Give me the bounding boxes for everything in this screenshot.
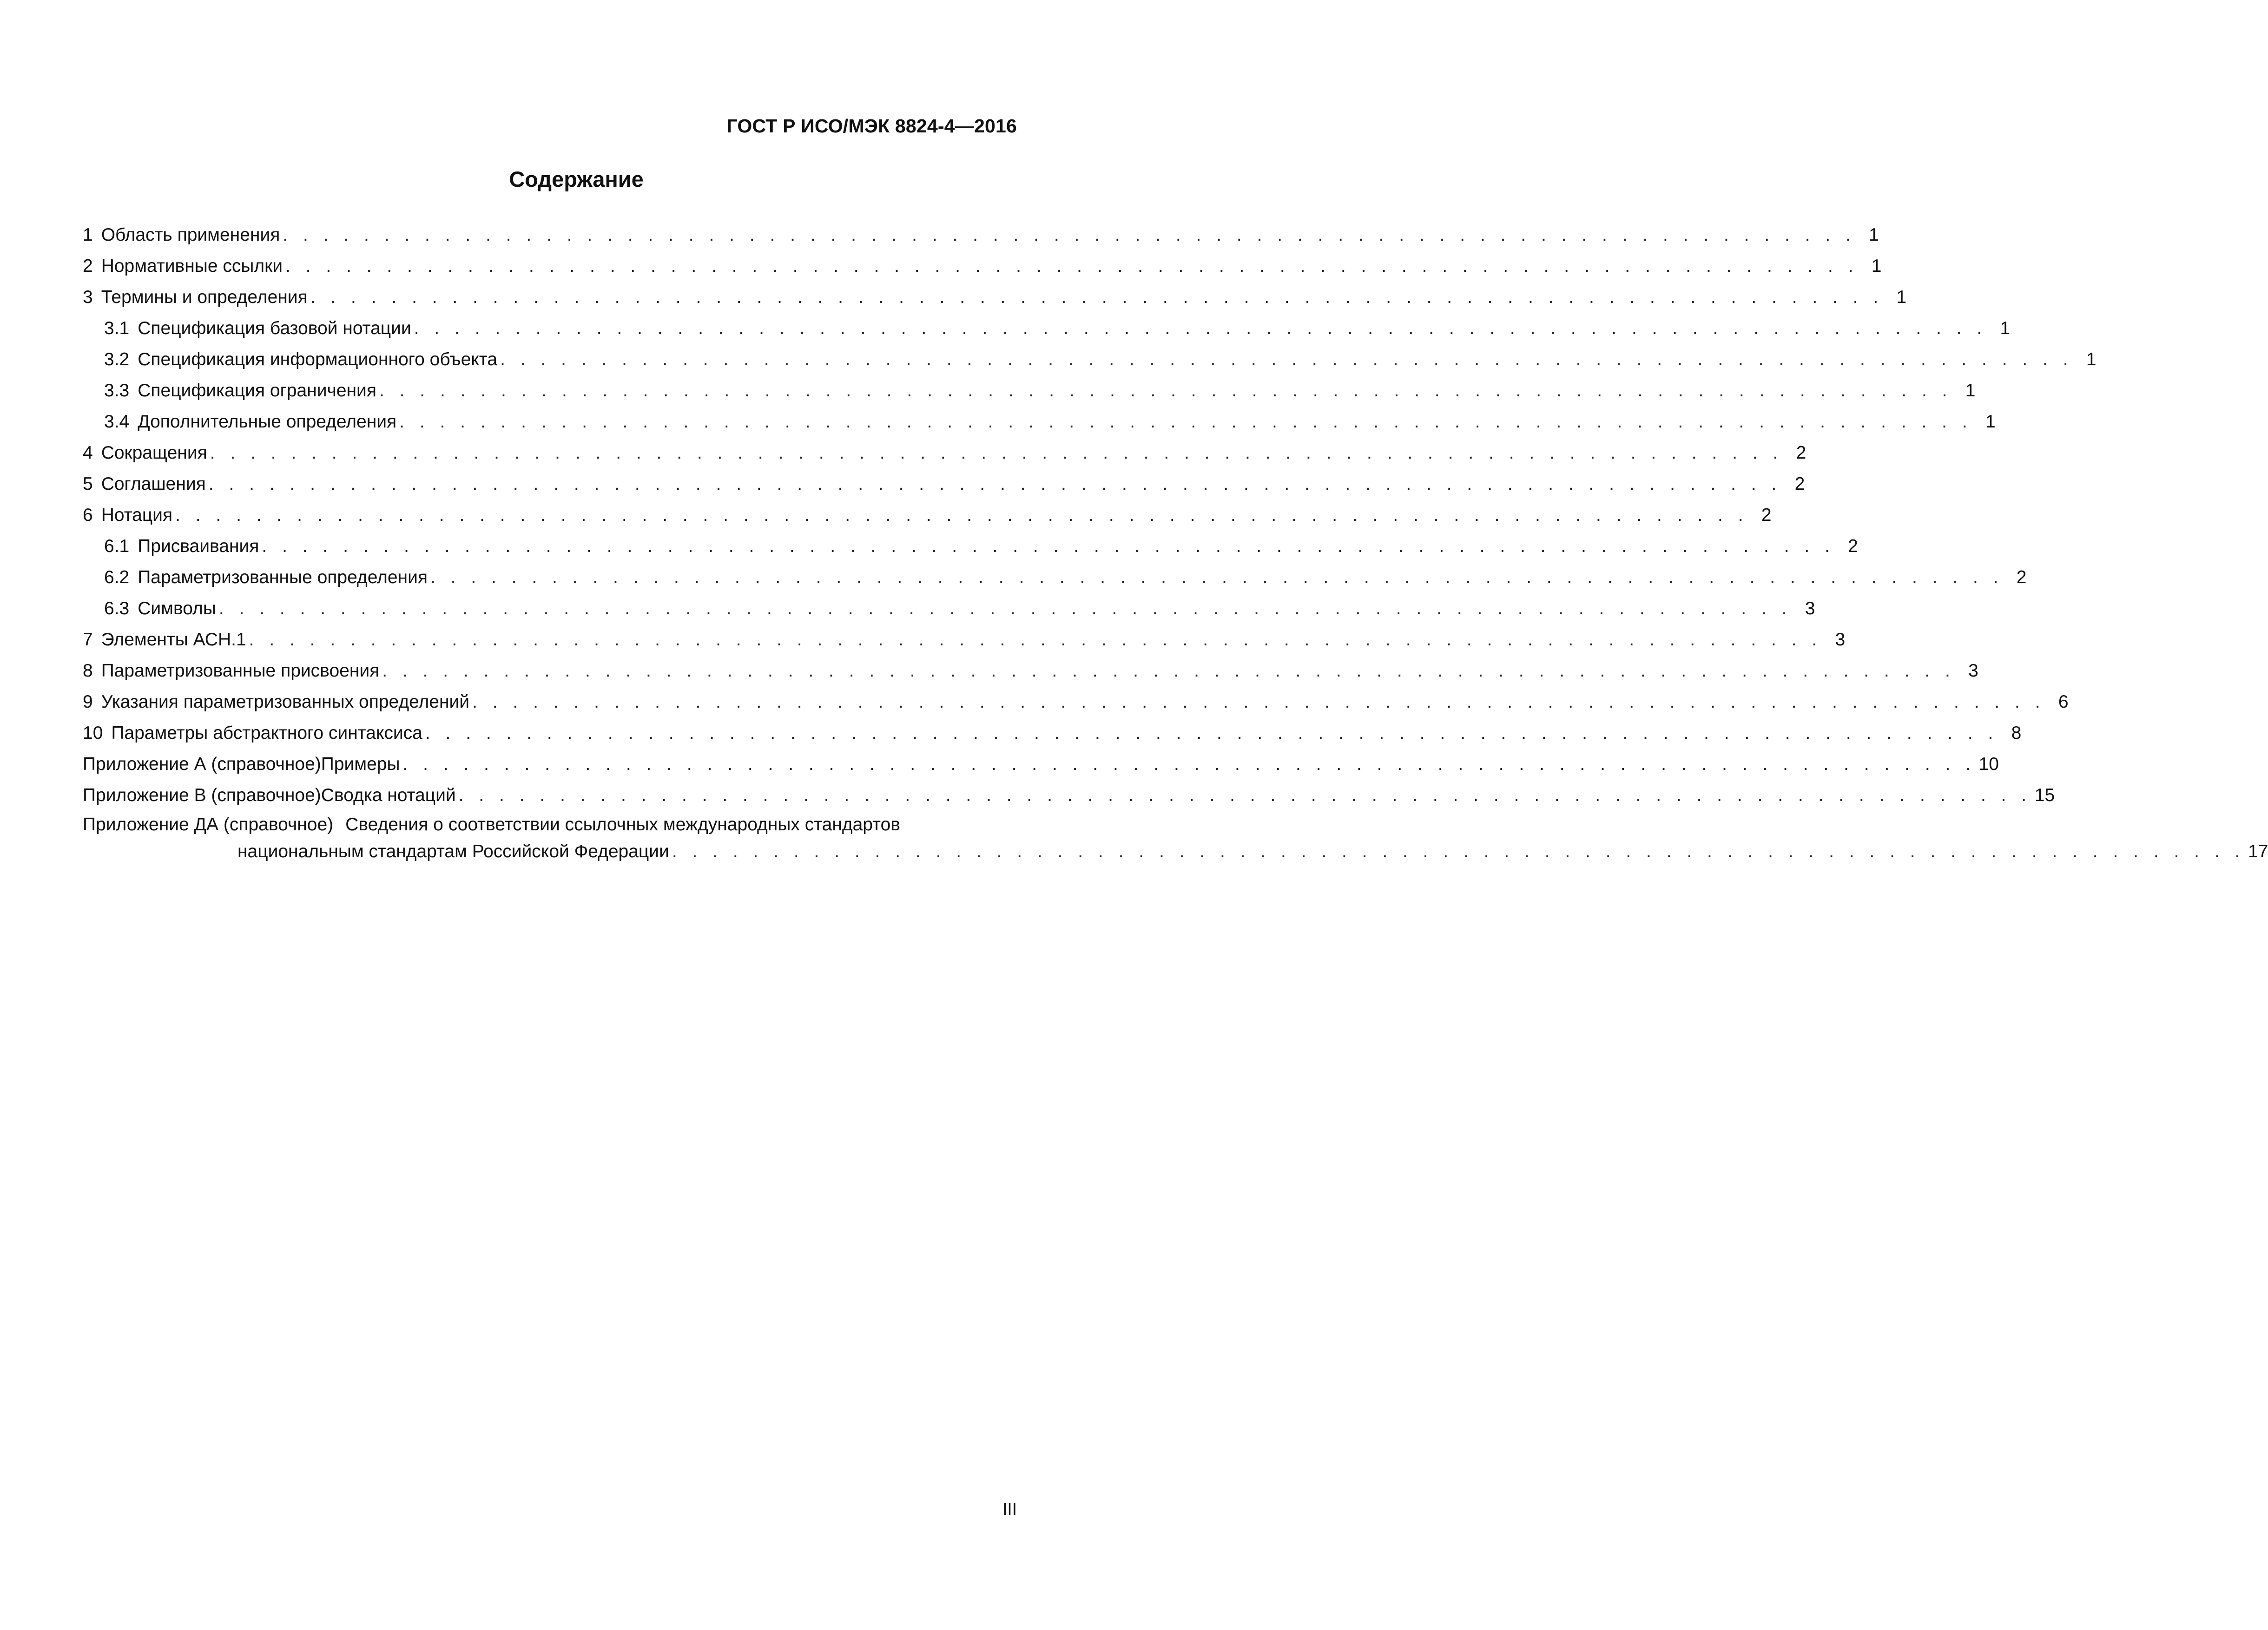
toc-entry-number: 6	[83, 505, 93, 525]
toc-entry-number: 1	[83, 225, 93, 245]
appendix-da-line-1	[83, 812, 1026, 838]
toc-entry-page: 3	[1968, 661, 1978, 681]
toc-entry-number: 10	[83, 723, 103, 743]
dot-leader: . . . . . . . . . . . . . . . . . . . . . . . . . . . . . . . . . . . . . . . . . . . . . . . . . . . . . . . . . . . . . . . . . . . . . . . . . . . . . .	[379, 381, 1952, 401]
toc-entry-number: 6.1	[104, 536, 130, 556]
toc-entry-page: 1	[1985, 412, 1996, 432]
toc-entry-page: 2	[1848, 536, 1858, 556]
toc-entry[interactable]	[83, 500, 1772, 531]
dot-leader: . . . . . . . . . . . . . . . . . . . . . . . . . . . . . . . . . . . . . . . . . . . . . . . . . . . . . . . . . . . . . . . . . . . . . . . . . . . . . .	[458, 785, 2032, 805]
toc-entry-page: 15	[2034, 785, 2055, 805]
toc-entry-page: 1	[2000, 318, 2011, 338]
toc-subentry[interactable]	[83, 344, 2097, 375]
toc-entry-number: 3.2	[104, 349, 130, 369]
toc-entry-number: 6.2	[104, 567, 130, 587]
toc-subentry[interactable]	[83, 313, 2011, 344]
dot-leader: . . . . . . . . . . . . . . . . . . . . . . . . . . . . . . . . . . . . . . . . . . . . . . . . . . . . . . . . . . . . . . . . . . . . . . . . . . . . . .	[218, 598, 1792, 618]
toc-entry-page: 1	[1869, 225, 1879, 245]
appendix-label-continued: национальным стандартам Российской Федерации	[237, 841, 669, 861]
toc-entry-page: 3	[1835, 630, 1846, 650]
toc-entry-page: 1	[1896, 287, 1907, 307]
toc-entry-number: 2	[83, 256, 93, 276]
toc-entry-page: 1	[1965, 381, 1976, 401]
dot-leader: . . . . . . . . . . . . . . . . . . . . . . . . . . . . . . . . . . . . . . . . . . . . . . . . . . . . . . . . . . . . . . . . . . . . . . . . . . . . . .	[249, 630, 1822, 650]
toc-entry-number: 6.3	[104, 598, 130, 618]
dot-leader: . . . . . . . . . . . . . . . . . . . . . . . . . . . . . . . . . . . . . . . . . . . . . . . . . . . . . . . . . . . . . . . . . . . . . . . . . . . . . .	[672, 841, 2245, 861]
toc-entry-label: Параметризованные присвоения	[101, 661, 380, 681]
appendix-label: Сведения о соответствии ссылочных международных стандартов	[345, 815, 900, 835]
toc-entry[interactable]	[83, 655, 1978, 686]
dot-leader: . . . . . . . . . . . . . . . . . . . . . . . . . . . . . . . . . . . . . . . . . . . . . . . . . . . . . . . . . . . . . . . . . . . . . . . . . . . . . .	[283, 225, 1856, 245]
toc-entry[interactable]	[83, 624, 1846, 655]
toc-entry[interactable]	[83, 282, 1907, 313]
toc-entry-number: 9	[83, 692, 93, 712]
dot-leader: . . . . . . . . . . . . . . . . . . . . . . . . . . . . . . . . . . . . . . . . . . . . . . . . . . . . . . . . . . . . . . . . . . . . . . . . . . . . . .	[402, 754, 1976, 774]
toc-entry-label: Элементы АСН.1	[101, 630, 246, 650]
toc-entry-number: 5	[83, 474, 93, 494]
toc-entry-label: Сокращения	[101, 443, 207, 463]
toc-entry-number: 4	[83, 443, 93, 463]
page-number: III	[1002, 1499, 1017, 1518]
toc-entry-label: Параметры абстрактного синтаксиса	[111, 723, 422, 743]
dot-leader: . . . . . . . . . . . . . . . . . . . . . . . . . . . . . . . . . . . . . . . . . . . . . . . . . . . . . . . . . . . . . . . . . . . . . . . . . . . . . .	[430, 567, 2004, 587]
toc-entry-page: 17	[2248, 841, 2268, 861]
toc-entry-label: Спецификация информационного объекта	[138, 349, 498, 369]
toc-entry[interactable]	[83, 437, 1806, 468]
appendix-label: Примеры	[321, 754, 400, 774]
dot-leader: . . . . . . . . . . . . . . . . . . . . . . . . . . . . . . . . . . . . . . . . . . . . . . . . . . . . . . . . . . . . . . . . . . . . . . . . . . . . . .	[382, 661, 1955, 681]
appendix-label: Сводка нотаций	[321, 785, 456, 805]
appendix-prefix: Приложение ДА (справочное)	[83, 815, 334, 835]
dot-leader: . . . . . . . . . . . . . . . . . . . . . . . . . . . . . . . . . . . . . . . . . . . . . . . . . . . . . . . . . . . . . . . . . . . . . . . . . . . . . .	[500, 349, 2073, 369]
toc-entry-label: Нормативные ссылки	[101, 256, 283, 276]
toc-appendix-a[interactable]	[83, 749, 1999, 780]
toc-entry-label: Спецификация базовой нотации	[138, 318, 411, 338]
toc-entry-label: Присваивания	[138, 536, 259, 556]
document-code: ГОСТ Р ИСО/МЭК 8824-4—2016	[726, 115, 1017, 137]
toc-entry-label: Символы	[138, 598, 216, 618]
toc-entry-page: 8	[2011, 723, 2022, 743]
dot-leader: . . . . . . . . . . . . . . . . . . . . . . . . . . . . . . . . . . . . . . . . . . . . . . . . . . . . . . . . . . . . . . . . . . . . . . . . . . . . . .	[472, 692, 2045, 712]
appendix-da-line-2	[83, 838, 2268, 866]
toc-entry-label: Область применения	[101, 225, 280, 245]
toc-subentry[interactable]	[83, 562, 2027, 593]
toc-entry[interactable]	[83, 250, 1882, 282]
toc-entry-number: 3	[83, 287, 93, 307]
toc-appendix-b[interactable]	[83, 780, 2055, 811]
toc-entry-number: 3.4	[104, 412, 130, 432]
toc-entry-label: Спецификация ограничения	[138, 381, 376, 401]
dot-leader: . . . . . . . . . . . . . . . . . . . . . . . . . . . . . . . . . . . . . . . . . . . . . . . . . . . . . . . . . . . . . . . . . . . . . . . . . . . . . .	[208, 474, 1782, 494]
toc-entry-number: 3.3	[104, 381, 130, 401]
toc-entry-label: Параметризованные определения	[138, 567, 428, 587]
toc-entry-number: 8	[83, 661, 93, 681]
toc-subentry[interactable]	[83, 593, 1815, 624]
toc-entry-page: 2	[2016, 567, 2027, 587]
toc-subentry[interactable]	[83, 375, 1976, 406]
dot-leader: . . . . . . . . . . . . . . . . . . . . . . . . . . . . . . . . . . . . . . . . . . . . . . . . . . . . . . . . . . . . . . . . . . . . . . . . . . . . . .	[310, 287, 1884, 307]
dot-leader: . . . . . . . . . . . . . . . . . . . . . . . . . . . . . . . . . . . . . . . . . . . . . . . . . . . . . . . . . . . . . . . . . . . . . . . . . . . . . .	[399, 412, 1972, 432]
toc-entry-page: 3	[1805, 598, 1815, 618]
toc-entry-page: 1	[2086, 349, 2097, 369]
toc-entry-number: 3.1	[104, 318, 130, 338]
toc-entry-label: Нотация	[101, 505, 173, 525]
dot-leader: . . . . . . . . . . . . . . . . . . . . . . . . . . . . . . . . . . . . . . . . . . . . . . . . . . . . . . . . . . . . . . . . . . . . . . . . . . . . . .	[262, 536, 1835, 556]
toc-entry-number: 7	[83, 630, 93, 650]
toc-title: Содержание	[509, 167, 644, 191]
appendix-prefix: Приложение В (справочное)	[83, 785, 321, 805]
toc-appendix-da[interactable]	[83, 812, 2268, 866]
toc-entry-label: Дополнительные определения	[138, 412, 397, 432]
toc-entry-page: 10	[1978, 754, 1999, 774]
toc-subentry[interactable]	[83, 406, 1996, 437]
toc-entry-label: Термины и определения	[101, 287, 308, 307]
toc-entry-label: Указания параметризованных определений	[101, 692, 470, 712]
appendix-prefix: Приложение А (справочное)	[83, 754, 321, 774]
table-of-contents	[83, 219, 2268, 866]
toc-entry-page: 1	[1871, 256, 1882, 276]
toc-entry[interactable]	[83, 468, 1805, 500]
dot-leader: . . . . . . . . . . . . . . . . . . . . . . . . . . . . . . . . . . . . . . . . . . . . . . . . . . . . . . . . . . . . . . . . . . . . . . . . . . . . . .	[210, 443, 1783, 463]
dot-leader: . . . . . . . . . . . . . . . . . . . . . . . . . . . . . . . . . . . . . . . . . . . . . . . . . . . . . . . . . . . . . . . . . . . . . . . . . . . . . .	[425, 723, 1998, 743]
toc-entry[interactable]	[83, 219, 1879, 250]
toc-entry-page: 2	[1796, 443, 1806, 463]
dot-leader: . . . . . . . . . . . . . . . . . . . . . . . . . . . . . . . . . . . . . . . . . . . . . . . . . . . . . . . . . . . . . . . . . . . . . . . . . . . . . .	[414, 318, 1987, 338]
toc-entry-page: 6	[2058, 692, 2069, 712]
toc-entry[interactable]	[83, 717, 2022, 749]
toc-subentry[interactable]	[83, 531, 1858, 562]
dot-leader: . . . . . . . . . . . . . . . . . . . . . . . . . . . . . . . . . . . . . . . . . . . . . . . . . . . . . . . . . . . . . . . . . . . . . . . . . . . . . .	[175, 505, 1748, 525]
toc-entry-page: 2	[1794, 474, 1805, 494]
dot-leader: . . . . . . . . . . . . . . . . . . . . . . . . . . . . . . . . . . . . . . . . . . . . . . . . . . . . . . . . . . . . . . . . . . . . . . . . . . . . . .	[285, 256, 1859, 276]
toc-entry-label: Соглашения	[101, 474, 206, 494]
toc-entry[interactable]	[83, 686, 2069, 717]
toc-entry-page: 2	[1761, 505, 1772, 525]
